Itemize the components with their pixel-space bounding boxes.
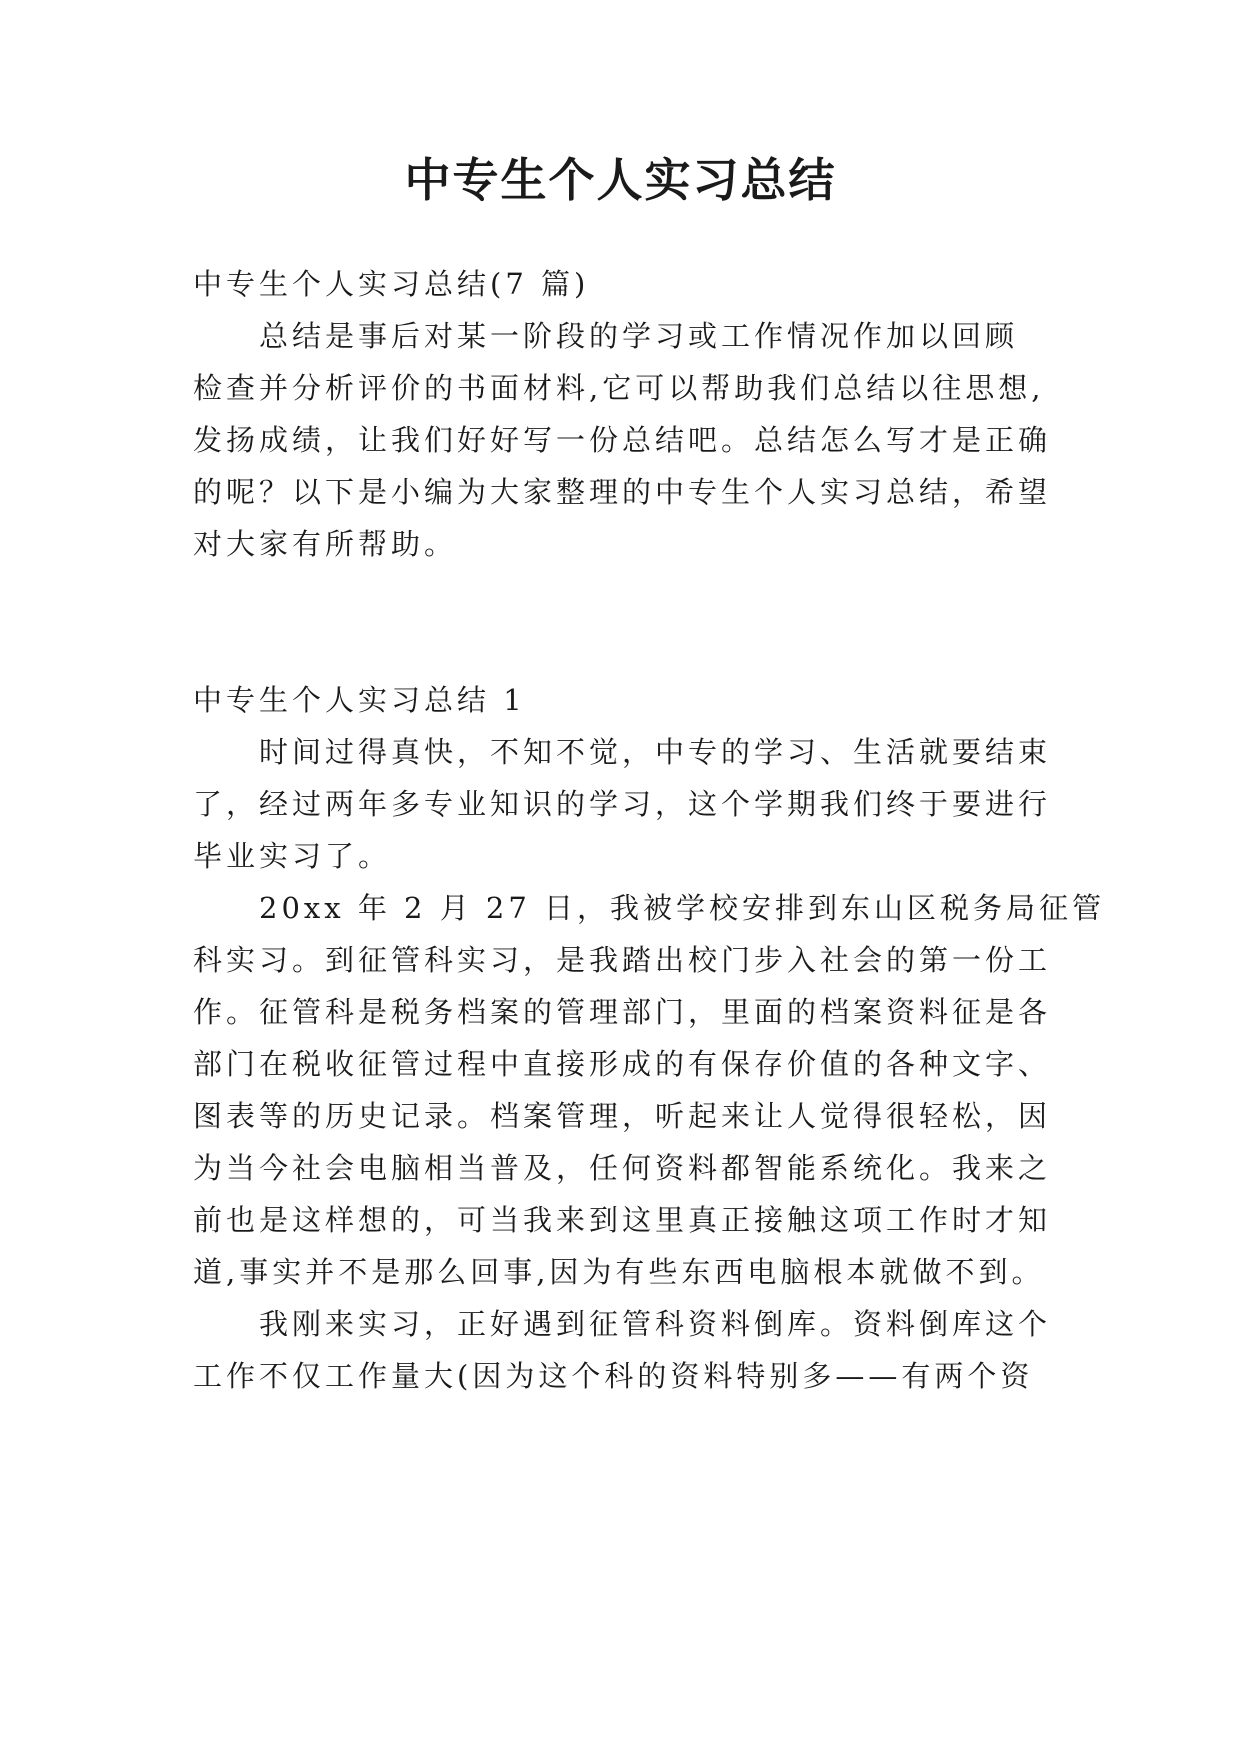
paragraph-line: 毕业实习了。 <box>193 839 392 873</box>
paragraph-line: 时间过得真快，不知不觉，中专的学习、生活就要结束 <box>193 735 1052 769</box>
paragraph-line: 前也是这样想的，可当我来到这里真正接触这项工作时才知 <box>193 1203 1052 1237</box>
paragraph-line: 工作不仅工作量大(因为这个科的资料特别多——有两个资 <box>193 1359 1034 1393</box>
paragraph-line: 我刚来实习，正好遇到征管科资料倒库。资料倒库这个 <box>193 1307 1052 1341</box>
paragraph-line: 20xx 年 2 月 27 日，我被学校安排到东山区税务局征管 <box>193 891 1106 925</box>
paragraph-line: 的呢？以下是小编为大家整理的中专生个人实习总结，希望 <box>193 475 1052 509</box>
paragraph-line: 为当今社会电脑相当普及，任何资料都智能系统化。我来之 <box>193 1151 1052 1185</box>
document-title: 中专生个人实习总结 <box>404 153 837 207</box>
paragraph-line: 对大家有所帮助。 <box>193 527 458 561</box>
section-heading: 中专生个人实习总结 1 <box>193 683 526 717</box>
paragraph-line: 部门在税收征管过程中直接形成的有保存价值的各种文字、 <box>193 1047 1052 1081</box>
paragraph-line: 了，经过两年多专业知识的学习，这个学期我们终于要进行 <box>193 787 1052 821</box>
section-heading: 中专生个人实习总结(7 篇) <box>193 267 590 301</box>
paragraph-line: 道,事实并不是那么回事,因为有些东西电脑根本就做不到。 <box>193 1255 1045 1289</box>
paragraph-line: 总结是事后对某一阶段的学习或工作情况作加以回顾 <box>193 319 1019 353</box>
paragraph-line: 科实习。到征管科实习，是我踏出校门步入社会的第一份工 <box>193 943 1052 977</box>
paragraph-line: 检查并分析评价的书面材料,它可以帮助我们总结以往思想, <box>193 371 1045 405</box>
paragraph-line: 图表等的历史记录。档案管理，听起来让人觉得很轻松，因 <box>193 1099 1052 1133</box>
paragraph-line: 作。征管科是税务档案的管理部门，里面的档案资料征是各 <box>193 995 1052 1029</box>
paragraph-line: 发扬成绩，让我们好好写一份总结吧。总结怎么写才是正确 <box>193 423 1052 457</box>
